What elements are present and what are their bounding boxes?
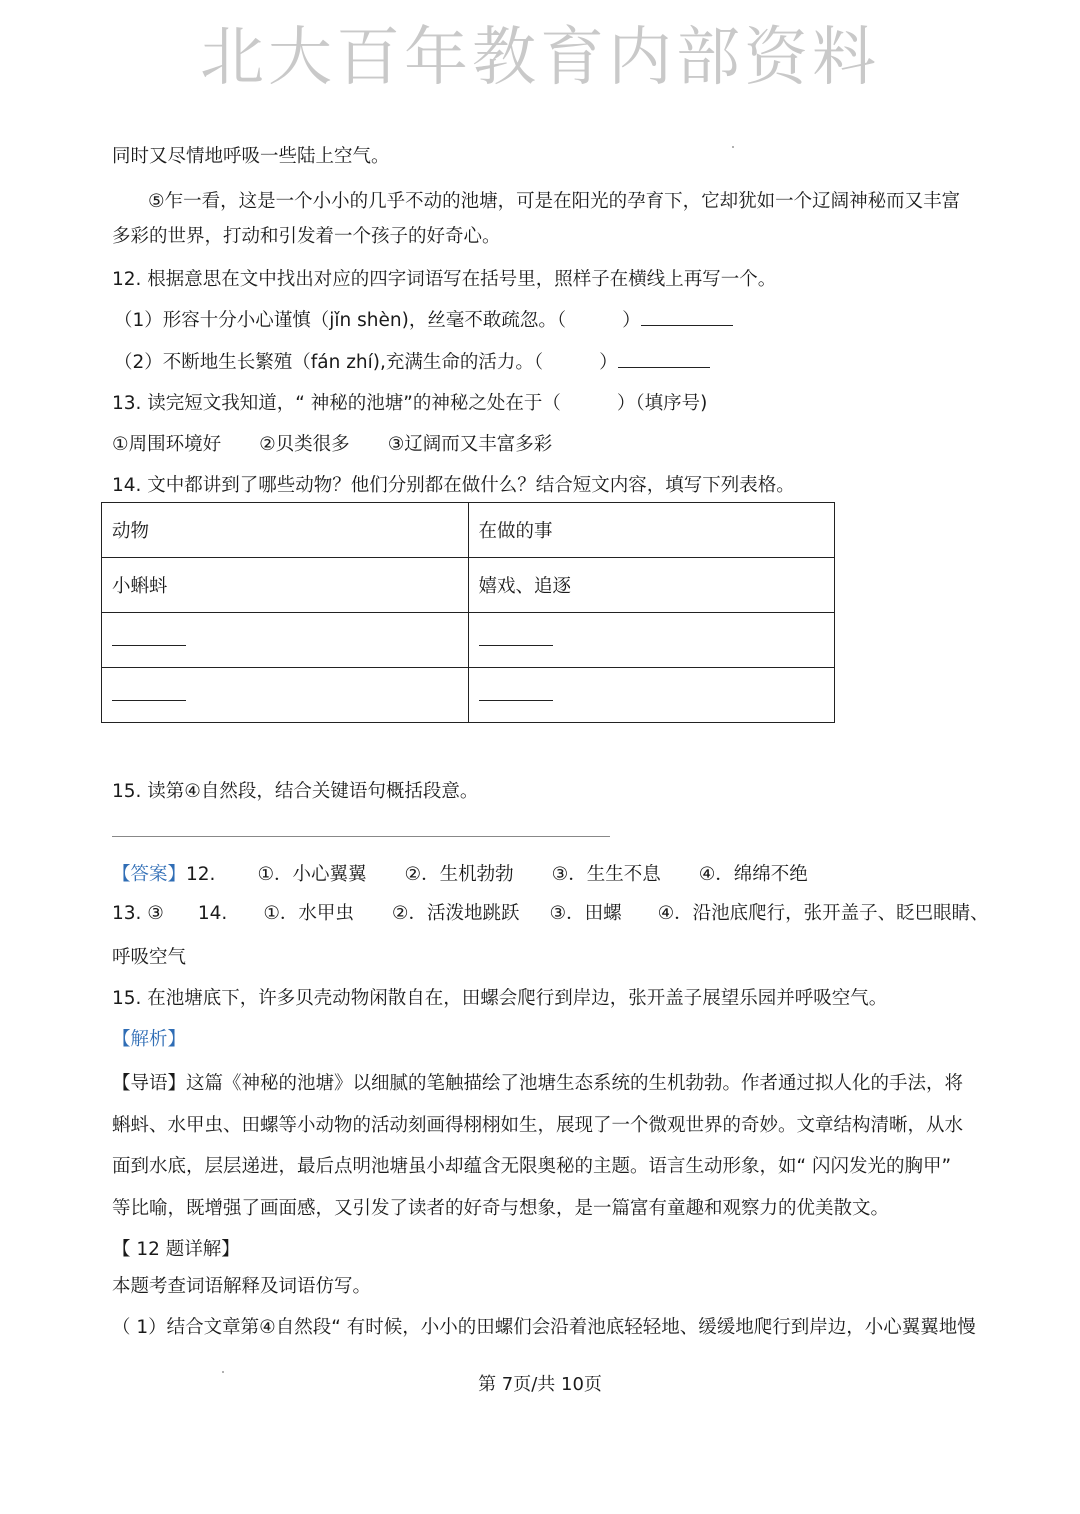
answer-tag: 【答案】 [112,864,187,885]
answer-12-label: 12. [186,864,216,885]
watermark-text: 北大百年教育内部资料 [200,21,880,95]
table-row [102,558,835,613]
answer-blank[interactable] [618,349,710,368]
analysis-tag: 【解析】 [112,1029,187,1050]
scan-speck [732,146,734,148]
answer-14-cont: 呼吸空气 [112,947,187,968]
answer-12 [112,862,808,888]
close-paren: ） [599,352,618,373]
table-cell-blank[interactable] [102,613,469,668]
question-12-item-1 [114,307,733,334]
answer-12-4: ④．绵绵不绝 [698,864,808,885]
answer-blank[interactable] [641,307,733,326]
question-12-detail: （ 1）结合文章第④自然段“ 有时候，小小的田螺们会沿着池底轻轻地、缓缓地爬行到岸边，小心翼翼地慢 [112,1317,976,1338]
question-12-detail-heading: 【 12 题详解】 [112,1239,240,1260]
question-12-item-1-text: （1）形容十分小心谨慎（jǐn shèn)，丝毫不敢疏忽。（ [114,310,567,331]
analysis-guide: 面到水底，层层递进，最后点明池塘虽小却蕴含无限奥秘的主题。语言生动形象，如“ 闪闪发光的胸甲” [112,1156,952,1177]
table-row [102,668,835,723]
passage-paragraph-5-cont: 多彩的世界，打动和引发着一个孩子的好奇心。 [112,226,501,247]
question-12-stem: 12. 根据意思在文中找出对应的四字词语写在括号里，照样子在横线上再写一个。 [112,269,777,290]
scan-speck [222,1371,224,1373]
question-15-stem: 15. 读第④自然段，结合关键语句概括段意。 [112,781,479,802]
answer-14-3: ③．田螺 [549,903,622,924]
option-1: ①周围环境好 [112,434,222,455]
table-cell-blank[interactable] [102,668,469,723]
answer-14-4: ④．沿池底爬行，张开盖子、眨巴眼睛、 [657,903,989,924]
question-13-stem [112,391,707,417]
passage-paragraph-5: ⑤乍一看，这是一个小小的几乎不动的池塘，可是在阳光的孕育下，它却犹如一个辽阔神秘而又丰富 [148,191,961,212]
page-number: 第 7页/共 10页 [478,1374,602,1395]
answer-line[interactable] [112,836,610,837]
question-13-stem-b: ）（填序号) [616,393,708,414]
table-cell-blank[interactable] [468,668,835,723]
table-cell-blank[interactable] [468,613,835,668]
option-2: ②贝类很多 [259,434,350,455]
question-13-stem-a: 13. 读完短文我知道，“ 神秘的池塘”的神秘之处在于（ [112,393,561,414]
analysis-guide: 【导语】这篇《神秘的池塘》以细腻的笔触描绘了池塘生态系统的生机勃勃。作者通过拟人化的手法，将 [112,1073,964,1094]
option-3: ③辽阔而又丰富多彩 [387,434,553,455]
table-header-animal: 动物 [102,503,469,558]
table-header-activity: 在做的事 [468,503,835,558]
question-12-item-2-text: （2）不断地生长繁殖（fán zhí),充满生命的活力。（ [114,352,544,373]
table-cell: 嬉戏、追逐 [468,558,835,613]
table-row [102,613,835,668]
answer-14-2: ②．活泼地跳跃 [391,903,520,924]
close-paren: ） [622,310,641,331]
question-14-stem: 14. 文中都讲到了哪些动物？他们分别都在做什么？结合短文内容，填写下列表格。 [112,475,795,496]
answer-14-1: ①．水甲虫 [263,903,354,924]
answer-15: 15. 在池塘底下，许多贝壳动物闲散自在，田螺会爬行到岸边，张开盖子展望乐园并呼吸空气。 [112,988,888,1009]
answer-12-2: ②．生机勃勃 [404,864,514,885]
analysis-guide: 蝌蚪、水甲虫、田螺等小动物的活动刻画得栩栩如生，展现了一个微观世界的奇妙。文章结构清晰，从水 [112,1115,964,1136]
passage-line: 同时又尽情地呼吸一些陆上空气。 [112,146,390,167]
question-13-options [112,432,552,458]
answer-13-14 [112,901,989,927]
question-12-detail: 本题考查词语解释及词语仿写。 [112,1276,372,1297]
answer-12-1: ①．小心翼翼 [257,864,367,885]
answer-14-label: 14. [197,903,228,924]
question-12-item-2 [114,349,710,376]
animal-activity-table [101,502,835,723]
table-row [102,503,835,558]
analysis-guide: 等比喻，既增强了画面感，又引发了读者的好奇与想象，是一篇富有童趣和观察力的优美散文。 [112,1198,890,1219]
answer-13: 13. ③ [112,903,164,924]
answer-12-3: ③．生生不息 [551,864,661,885]
table-cell: 小蝌蚪 [102,558,469,613]
